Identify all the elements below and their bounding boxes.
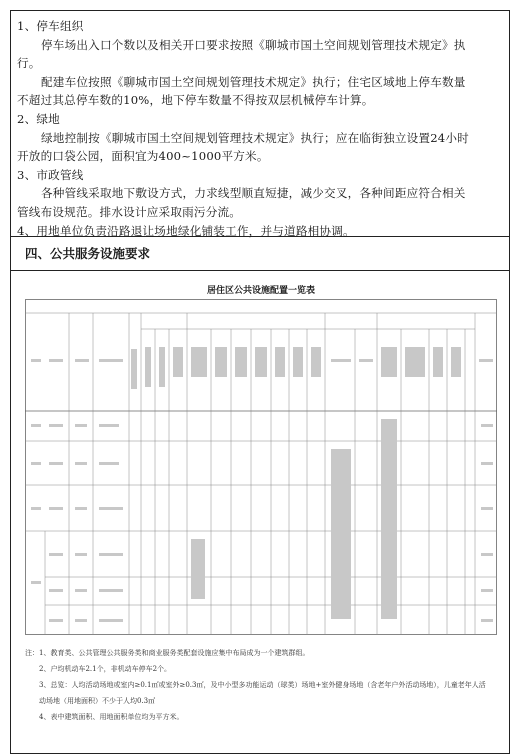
note-1: 注：1、教育类、公共管理公共服务类和商业服务类配套设施应集中布局成为一个建筑群组。 [25,649,310,657]
parking-text-1: 停车场出入口个数以及相关开口要求按照《聊城市国土空间规划管理技术规定》执 [41,37,466,52]
setback-text: 4、用地单位负责沿路退让场地绿化铺装工作，并与道路相协调。 [17,223,355,238]
utilities-text-cont: 管线布设规范。排水设计应采取雨污分流。 [17,204,242,219]
parking-text-1-cont: 行。 [17,56,41,71]
note-3-cont: 动场地（用地面积）不少于人均0.3㎡ [39,697,156,705]
utilities-heading: 3、市政管线 [17,167,84,182]
facilities-table-title: 居住区公共设施配置一览表 [206,286,315,296]
note-2: 2、户均机动车2.1个，非机动车停车2个。 [39,665,172,673]
parking-heading: 1、停车组织 [17,19,84,33]
utilities-text: 各种管线采取地下敷设方式，力求线型顺直短捷，减少交叉，各种间距应符合相关 [41,186,466,201]
public-facilities-heading: 四、公共服务设施要求 [11,237,509,271]
parking-text-2: 配建车位按照《聊城市国土空间规划管理技术规定》执行；住宅区域地上停车数量 [41,74,466,89]
table-notes [25,645,501,725]
greenspace-text-cont: 开放的口袋公园，面积宜为400~1000平方米。 [17,149,269,164]
facilities-table-grid [25,299,497,635]
table-grid-drawing [25,299,497,635]
planning-requirements-section [11,11,509,237]
greenspace-text: 绿地控制按《聊城市国土空间规划管理技术规定》执行；应在临街独立设置24小时 [41,130,469,145]
document-page [10,10,510,754]
note-4: 4、表中建筑面积、用地面积单位均为平方米。 [39,713,184,721]
parking-text-2-cont: 不超过其总停车数的10%，地下停车数量不得按双层机械停车计算。 [17,93,374,108]
facilities-table-image [25,279,497,639]
note-3: 3、总览：人均活动场地或室内≥0.1㎡或室外≥0.3㎡，及中小型多功能运动（球类）场地+室外健身场地（含老年户外活动场地），儿童老年人活 [39,681,486,689]
greenspace-heading: 2、绿地 [17,111,60,126]
